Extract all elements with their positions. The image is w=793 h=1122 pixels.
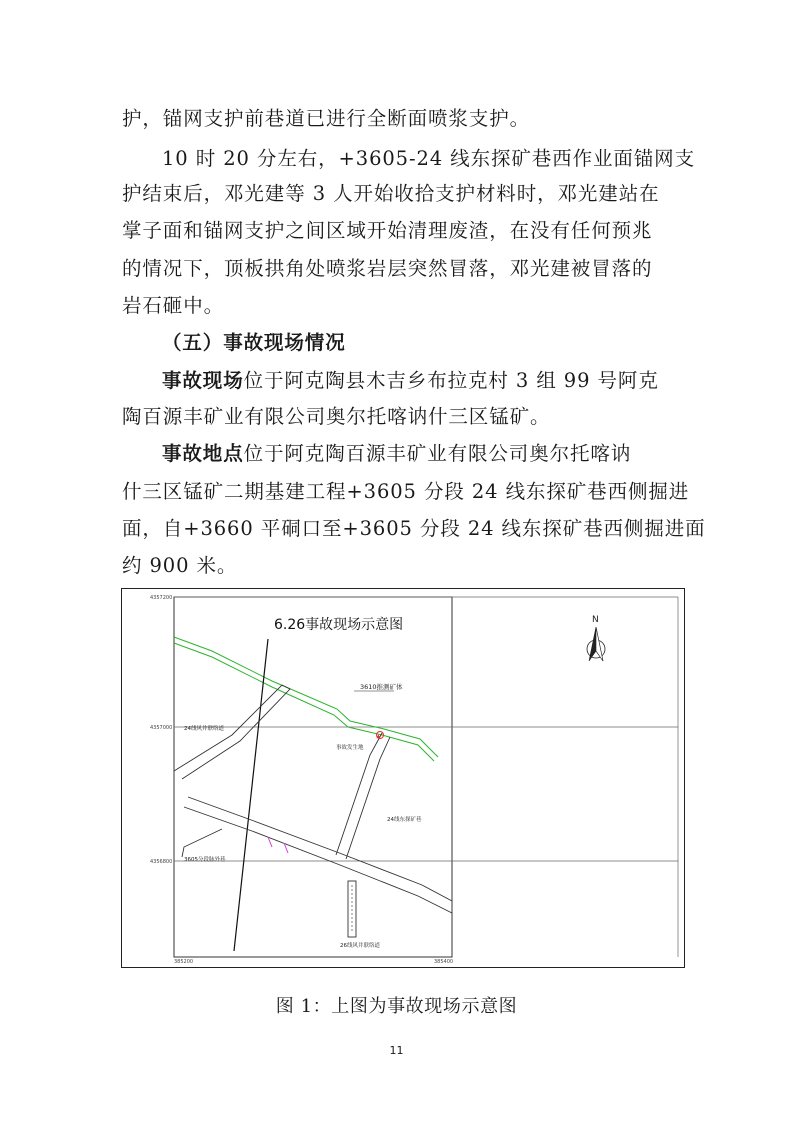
accident-marker-glyph: ▲ <box>376 733 381 740</box>
figure-title: 6.26事故现场示意图 <box>274 617 404 633</box>
section-heading: （五）事故现场情况 <box>162 331 346 354</box>
paragraph-line <box>162 443 722 465</box>
tunnel-outline <box>346 737 390 859</box>
paragraph-text: 位于阿克陶百源丰矿业有限公司奥尔托喀讷 <box>243 442 632 465</box>
paragraph-line: 护，锚网支护前巷道已进行全断面喷浆支护。 <box>122 107 531 130</box>
paragraph-label: 事故地点 <box>162 442 244 465</box>
section-3605-label: 3605分段脉外巷 <box>184 857 226 863</box>
map-inner-frame <box>174 597 452 957</box>
tunnel-outline <box>336 733 382 855</box>
ore-body-boundary <box>174 643 434 761</box>
grid-label: 4357200 <box>150 595 173 601</box>
figure-caption: 图 1：上图为事故现场示意图 <box>275 996 518 1017</box>
paragraph-line: 护结束后，邓光建等 3 人开始收拾支护材料时，邓光建站在 <box>122 182 660 205</box>
survey-line <box>234 639 268 951</box>
paragraph-line: 岩石砸中。 <box>122 294 225 317</box>
tunnel-outline <box>174 685 290 779</box>
paragraph-line: 陶百源丰矿业有限公司奥尔托喀讷什三区锰矿。 <box>122 405 551 428</box>
paragraph-text: 位于阿克陶县木吉乡布拉克村 3 组 99 号阿克 <box>243 369 659 392</box>
vent-26-label: 26线风井联络道 <box>340 943 380 949</box>
paragraph-line: 的情况下，顶板拱角处喷浆岩层突然冒落，邓光建被冒落的 <box>122 257 653 280</box>
paragraph-line: 掌子面和锚网支护之间区域开始清理废渣，在没有任何预兆 <box>122 219 653 242</box>
ore-body-label: 3610推测矿体 <box>360 683 403 691</box>
site-map-diagram <box>122 589 683 966</box>
paragraph-line <box>162 370 722 392</box>
east-drift-label: 24线东探矿巷 <box>387 817 422 823</box>
paragraph-line: 约 900 米。 <box>122 554 238 577</box>
ore-body-boundary <box>174 637 438 757</box>
vent-24-label: 24线风井联络道 <box>184 726 224 732</box>
paragraph-line: 10 时 20 分左右，+3605-24 线东探矿巷西作业面锚网支 <box>162 147 695 170</box>
grid-label: 4356800 <box>150 859 173 865</box>
north-letter: N <box>592 615 599 625</box>
paragraph-line: 面，自+3660 平硐口至+3605 分段 24 线东探矿巷西侧掘进面 <box>122 517 706 540</box>
accident-site-figure <box>121 588 685 968</box>
grid-label: 4357000 <box>150 725 173 731</box>
accident-spot-label: 事故发生地 <box>336 745 364 751</box>
paragraph-label: 事故现场 <box>162 369 244 392</box>
page-number: 11 <box>389 1044 404 1057</box>
grid-label: 385400 <box>434 959 454 965</box>
grid-label: 385200 <box>174 959 194 965</box>
tunnel-outline <box>188 797 452 901</box>
tunnel-outline <box>182 829 222 857</box>
north-arrow-icon <box>587 615 605 661</box>
paragraph-line: 什三区锰矿二期基建工程+3605 分段 24 线东探矿巷西侧掘进 <box>122 480 690 503</box>
